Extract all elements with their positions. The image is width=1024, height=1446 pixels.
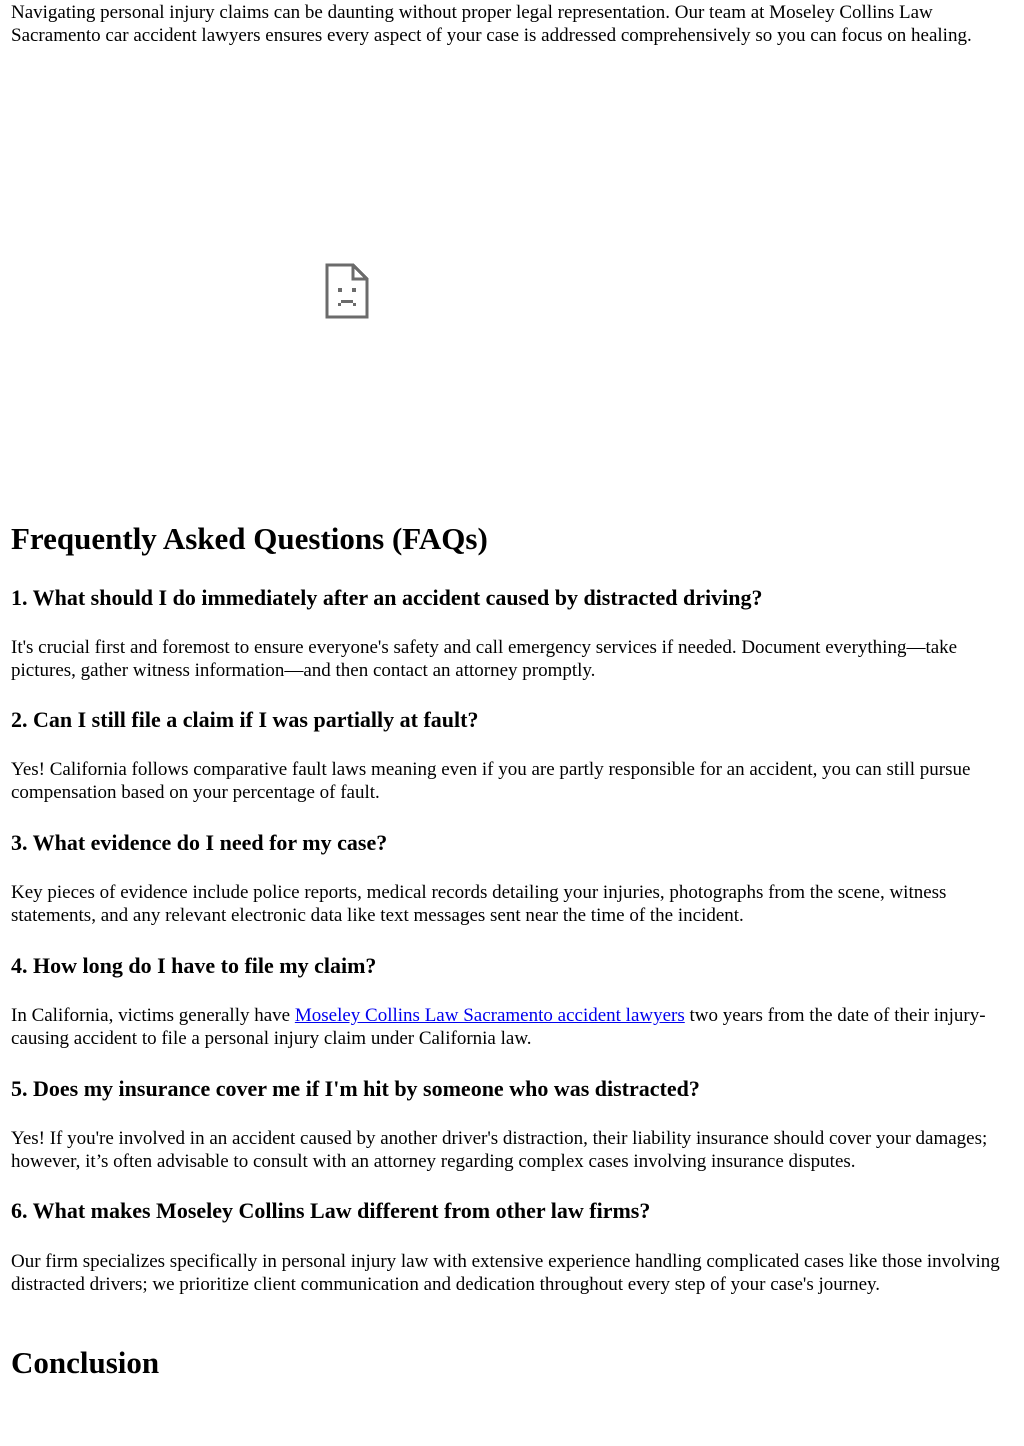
- faq-answer: It's crucial first and foremost to ensure everyone's safety and call emergency services if needed. Document everything—take pictures, gather witness information—and then contact an attorney promptly.: [11, 637, 958, 681]
- conclusion-heading: Conclusion: [11, 1345, 160, 1380]
- faq-question: 3. What evidence do I need for my case?: [11, 830, 388, 855]
- faq-answer-text: two years from the date of their injury-causing accident to file a personal injury claim under California law.: [11, 1005, 986, 1049]
- faq-answer-text: In California, victims generally have: [11, 1005, 295, 1026]
- faq-answer: Yes! If you're involved in an accident caused by another driver's distraction, their liability insurance should cover your damages; however, it’s often advisable to consult with an attorney regarding complex cases involving insurance disputes.: [11, 1128, 988, 1172]
- faq-question: 6. What makes Moseley Collins Law different from other law firms?: [11, 1198, 651, 1223]
- faq-answer: Key pieces of evidence include police reports, medical records detailing your injuries, photographs from the scene, witness statements, and any relevant electronic data like text messages sent near the time of the incident.: [11, 882, 947, 926]
- faq-answer: [11, 1004, 1013, 1050]
- faq-answer: Our firm specializes specifically in personal injury law with extensive experience handling complicated cases like those involving distracted drivers; we prioritize client communication and dedication throughout every step of your case's journey.: [11, 1251, 1000, 1295]
- faq-question: 1. What should I do immediately after an accident caused by distracted driving?: [11, 585, 763, 610]
- faq-question: 2. Can I still file a claim if I was partially at fault?: [11, 707, 479, 732]
- accident-lawyers-link[interactable]: Moseley Collins Law Sacramento accident lawyers: [294, 1005, 685, 1026]
- broken-image-icon: [325, 263, 369, 319]
- faq-answer: Yes! California follows comparative fault laws meaning even if you are partly responsible for an accident, you can still pursue compensation based on your percentage of fault.: [11, 759, 971, 803]
- faq-question: 5. Does my insurance cover me if I'm hit by someone who was distracted?: [11, 1076, 700, 1101]
- faq-question: 4. How long do I have to file my claim?: [11, 953, 377, 978]
- faq-heading: Frequently Asked Questions (FAQs): [11, 521, 488, 556]
- intro-paragraph: Navigating personal injury claims can be daunting without proper legal representation. Our team at Moseley Collins Law Sacramento car accident lawyers ensures every aspect of your case is addressed comprehensively so you can focus on healing.: [11, 2, 972, 46]
